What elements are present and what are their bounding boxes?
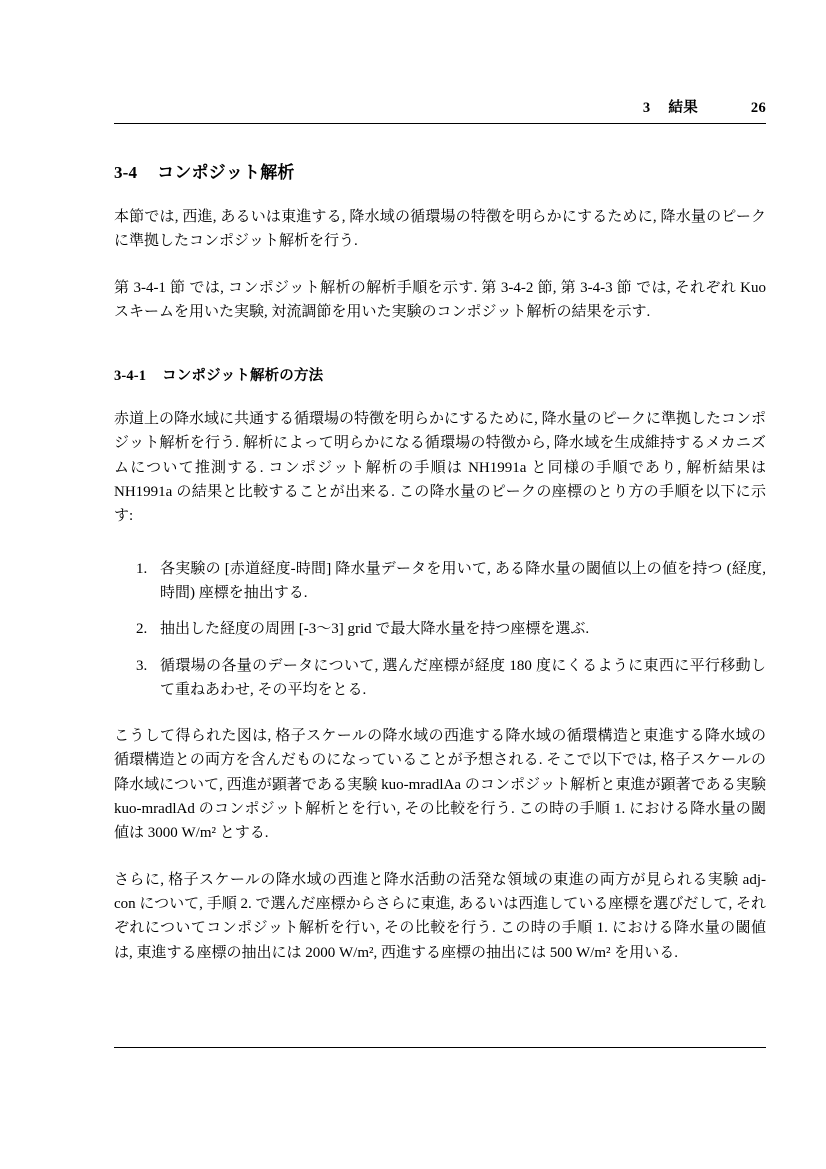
list-item: 抽出した経度の周囲 [-3〜3] grid で最大降水量を持つ座標を選ぶ. — [160, 621, 590, 638]
section-number: 3-4 — [114, 163, 138, 182]
paragraph-intro-2: 第 3-4-1 節 では, コンポジット解析の解析手順を示す. 第 3-4-2 節, 第 3-4-3 節 では, それぞれ Kuo スキームを用いた実験, 対流調節を用いた実験のコンポジット解析の結果を示す. — [114, 279, 766, 320]
subsection-heading — [114, 364, 766, 385]
paragraph-intro-1: 本節では, 西進, あるいは東進する, 降水域の循環場の特徴を明らかにするために, 降水量のピークに準拠したコンポジット解析を行う. — [114, 209, 766, 250]
method-steps-list — [114, 557, 766, 702]
paragraph-method-lead: 赤道上の降水域に共通する循環場の特徴を明らかにするために, 降水量のピークに準拠したコンポジット解析を行う. 解析によって明らかになる循環場の特徴から, 降水域を生成維持するメカニズムについて推測する. コンポジット解析の手順は NH1991a と同様の手順であり, 解析結果は NH1991a の結果と比較することが出来る. この降水量のピークの座標のとり方の手順を以下に示す: — [114, 411, 766, 525]
header-page-number: 26 — [750, 100, 766, 116]
list-item: 各実験の [赤道経度-時間] 降水量データを用いて, ある降水量の閾値以上の値を持つ (経度, 時間) 座標を抽出する. — [160, 560, 766, 601]
list-item: 循環場の各量のデータについて, 選んだ座標が経度 180 度にくるように東西に平行移動して重ねあわせ, その平均をとる. — [160, 657, 766, 698]
section-heading — [114, 158, 766, 183]
header-chapter-number: 3 — [642, 100, 651, 116]
paragraph-after-2: さらに, 格子スケールの降水域の西進と降水活動の活発な領域の東進の両方が見られる実験 adj-con について, 手順 2. で選んだ座標からさらに東進, あるいは西進している座標を選びだして, それぞれについてコンポジット解析を行い, その比較を行う. この時の手順 1. における降水量の閾値は, 東進する座標の抽出には 2000 W/m², 西進する座標の抽出には 500 W/m² を用いる. — [114, 871, 766, 961]
running-header — [114, 96, 766, 123]
paragraph-after-1: こうして得られた図は, 格子スケールの降水域の西進する降水域の循環構造と東進する降水域の循環構造との両方を含んだものになっていることが予想される. そこで以下では, 格子スケールの降水域について, 西進が顕著である実験 kuo-mradlAa のコンポジット解析と東進が顕著である実験 kuo-mradlAd のコンポジット解析とを行い, その比較を行う. この時の手順 1. における降水量の閾値は 3000 W/m² とする. — [114, 728, 766, 842]
footer-rule — [114, 1047, 766, 1048]
subsection-title: コンポジット解析の方法 — [162, 368, 324, 385]
section-title: コンポジット解析 — [157, 163, 295, 182]
header-rule — [114, 123, 766, 124]
subsection-number: 3-4-1 — [114, 368, 147, 385]
header-chapter-title: 結果 — [668, 100, 698, 116]
page-content — [114, 96, 766, 965]
